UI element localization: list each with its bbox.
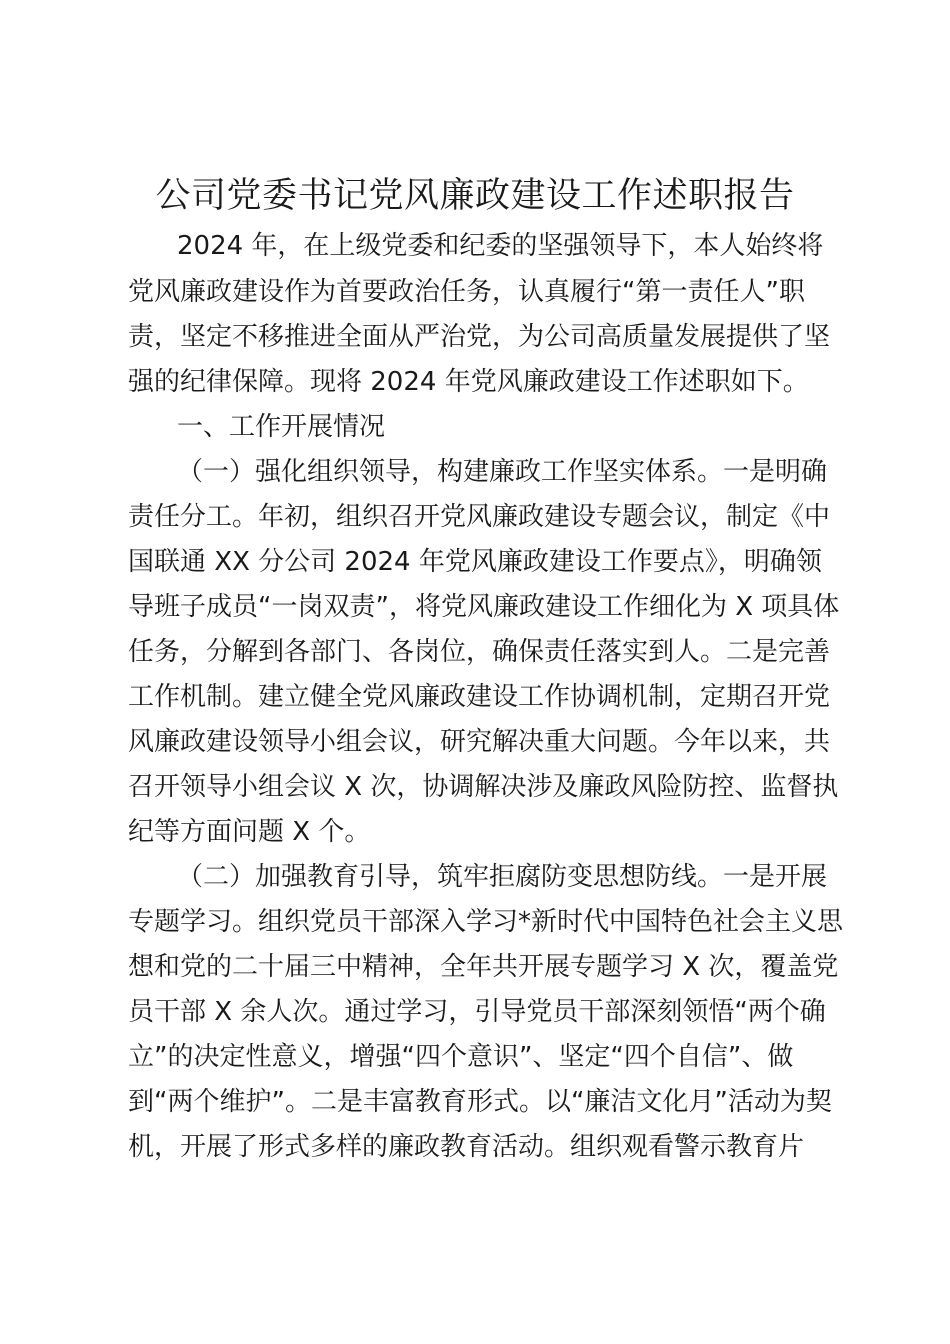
paragraph-line: （一）强化组织领导，构建廉政工作坚实体系。一是明确	[177, 457, 828, 487]
paragraph-line: 纪等方面问题 X 个。	[128, 817, 371, 847]
paragraph-line: 强的纪律保障。现将 2024 年党风廉政建设工作述职如下。	[128, 367, 809, 397]
paragraph-line: 导班子成员“一岗双责”，将党风廉政建设工作细化为 X 项具体	[128, 592, 840, 622]
paragraph-line: 立”的决定性意义，增强“四个意识”、坚定“四个自信”、做	[128, 1042, 794, 1072]
section-heading: 一、工作开展情况	[177, 412, 386, 442]
paragraph-line: 国联通 XX 分公司 2024 年党风廉政建设工作要点》，明确领	[128, 547, 822, 577]
paragraph-line: 党风廉政建设作为首要政治任务，认真履行“第一责任人”职	[128, 277, 805, 307]
paragraph-line: （二）加强教育引导，筑牢拒腐防变思想防线。一是开展	[177, 862, 828, 892]
paragraph-line: 风廉政建设领导小组会议，研究解决重大问题。今年以来，共	[128, 727, 831, 757]
paragraph-line: 工作机制。建立健全党风廉政建设工作协调机制，定期召开党	[128, 682, 831, 712]
paragraph-line: 想和党的二十届三中精神，全年共开展专题学习 X 次，覆盖党	[128, 952, 839, 982]
paragraph-line: 召开领导小组会议 X 次，协调解决涉及廉政风险防控、监督执	[128, 772, 839, 802]
paragraph-line: 到“两个维护”。二是丰富教育形式。以“廉洁文化月”活动为契	[128, 1087, 832, 1117]
paragraph-line: 2024 年，在上级党委和纪委的坚强领导下，本人始终将	[177, 231, 824, 261]
document-title: 公司党委书记党风廉政建设工作述职报告	[155, 176, 795, 216]
paragraph-line: 员干部 X 余人次。通过学习，引导党员干部深刻领悟“两个确	[128, 997, 826, 1027]
paragraph-line: 责，坚定不移推进全面从严治党，为公司高质量发展提供了坚	[128, 322, 831, 352]
paragraph-line: 责任分工。年初，组织召开党风廉政建设专题会议，制定《中	[128, 502, 831, 532]
paragraph-line: 机，开展了形式多样的廉政教育活动。组织观看警示教育片	[128, 1132, 805, 1162]
paragraph-line: 任务，分解到各部门、各岗位，确保责任落实到人。二是完善	[128, 637, 831, 667]
paragraph-line: 专题学习。组织党员干部深入学习*新时代中国特色社会主义思	[128, 907, 844, 937]
